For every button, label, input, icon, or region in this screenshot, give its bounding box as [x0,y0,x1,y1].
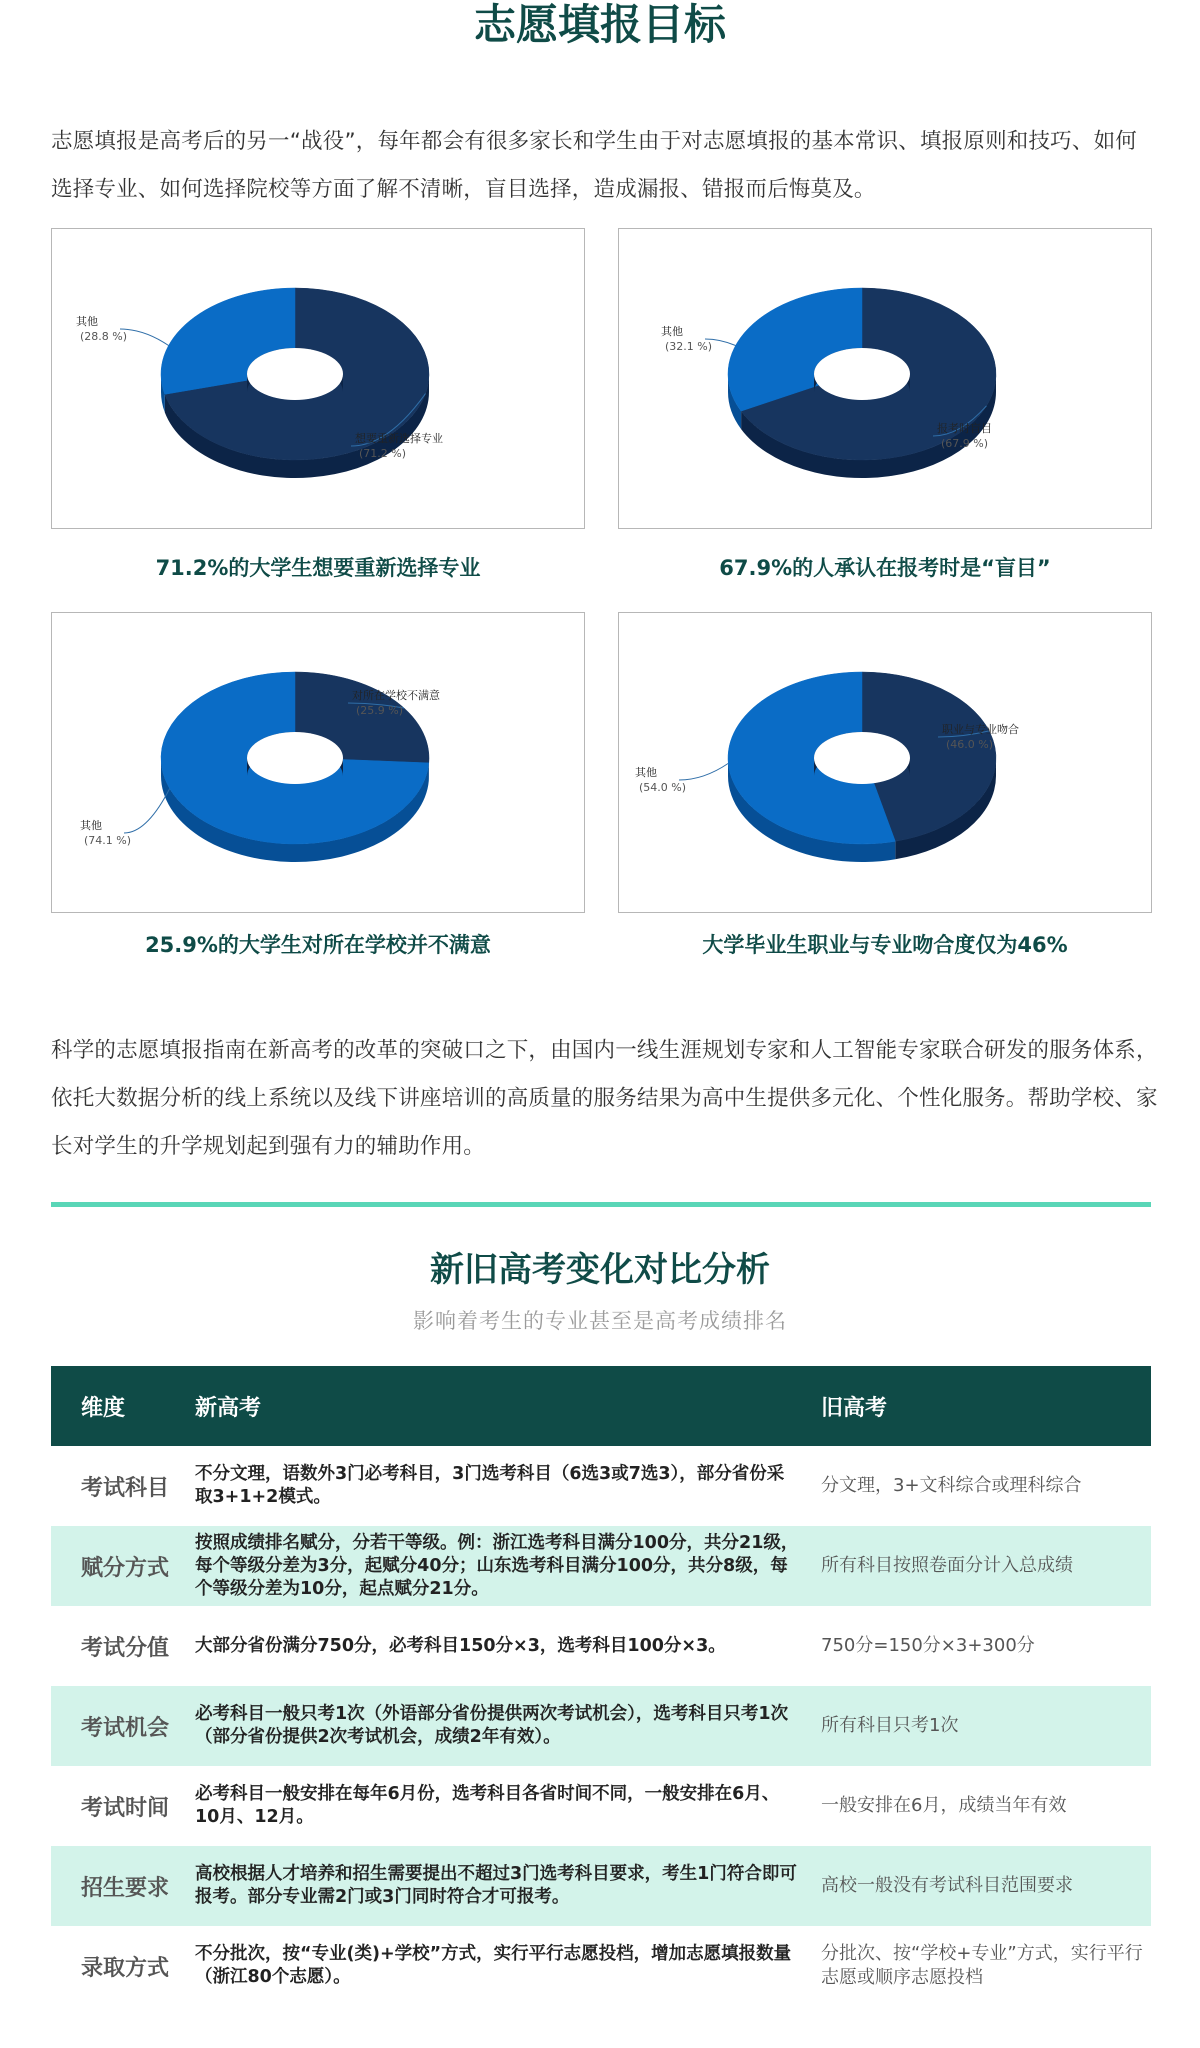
header-new-exam: 新高考 [195,1366,821,1446]
table-row [51,1766,1151,1846]
donut-chart-2 [618,228,1152,529]
donut-4-pct-2: (54.0 %) [639,781,687,794]
chart-2-caption: 67.9%的人承认在报考时是“盲目” [719,556,1051,580]
chart-4-caption: 大学毕业生职业与专业吻合度仅为46% [702,933,1068,957]
donut-chart-4-svg [619,613,1153,914]
donut-2-pct-2: (32.1 %) [665,340,713,353]
donut-4-hole [814,732,910,784]
donut-3-leader-line-2 [124,788,170,833]
chart-3-caption: 25.9%的大学生对所在学校并不满意 [145,933,491,957]
row-old: 一般安排在6月，成绩当年有效 [821,1795,1067,1816]
donut-4-pct-1: (46.0 %) [946,738,994,751]
donut-3-pct-2: (74.1 %) [84,834,132,847]
donut-2-label-1: 报考时盲目 [937,422,992,435]
row-old: 分批次、按“学校+专业”方式，实行平行志愿或顺序志愿投档 [821,1943,1143,1988]
row-dimension: 考试时间 [81,1795,170,1821]
chart-1-caption: 71.2%的大学生想要重新选择专业 [155,556,481,580]
donut-2-label-2: 其他 [661,325,683,338]
donut-3-label-2: 其他 [80,819,102,832]
table-row [51,1926,1151,2006]
donut-chart-3-svg [52,613,586,914]
section-subtitle: 影响着考生的专业甚至是高考成绩排名 [413,1309,787,1333]
service-paragraph: 科学的志愿填报指南在新高考的改革的突破口之下，由国内一线生涯规划专家和人工智能专家联合研发的服务体系，依托大数据分析的线上系统以及线下讲座培训的高质量的服务结果为高中生提供多元化、个性化服务。帮助学校、家长对学生的升学规划起到强有力的辅助作用。 [51,1038,1158,1159]
comparison-table [51,1366,1151,2006]
row-dimension: 考试分值 [81,1635,170,1661]
row-new: 按照成绩排名赋分，分若干等级。例：浙江选考科目满分100分，共分21级，每个等级分差为3分，起赋分40分；山东选考科目满分100分，共分8级，每个等级分差为10分，起点赋分21分。 [195,1526,821,1606]
donut-2-hole [814,348,910,400]
donut-3-pct-1: (25.9 %) [356,704,404,717]
donut-chart-1 [51,228,585,529]
donut-1-pct-2: (28.8 %) [80,330,128,343]
donut-chart-3 [51,612,585,913]
row-new: 不分文理，语数外3门必考科目，3门选考科目（6选3或7选3），部分省份采取3+1+2模式。 [195,1464,785,1507]
row-new: 必考科目一般只考1次（外语部分省份提供两次考试机会），选考科目只考1次（部分省份提供2次考试机会，成绩2年有效）。 [195,1686,821,1766]
page-title: 志愿填报目标 [473,0,726,49]
row-old: 所有科目只考1次 [821,1686,1151,1766]
donut-chart-1-svg [52,229,586,530]
row-new: 高校根据人才培养和招生需要提出不超过3门选考科目要求，考生1门符合即可报考。部分专业需2门或3门同时符合才可报考。 [195,1846,821,1926]
donut-1-leader-line-2 [120,329,169,346]
donut-3-label-1: 对所在学校不满意 [352,689,440,702]
donut-1-hole [247,348,343,400]
table-row [51,1446,1151,1526]
row-dimension: 赋分方式 [51,1526,195,1606]
section-divider [51,1202,1151,1207]
table-header-row [51,1366,1151,1446]
row-dimension: 招生要求 [51,1846,195,1926]
donut-3-hole [247,732,343,784]
row-old: 分文理，3+文科综合或理科综合 [821,1475,1082,1496]
table-row [51,1846,1151,1926]
section-title: 新旧高考变化对比分析 [430,1250,770,1290]
row-old: 高校一般没有考试科目范围要求 [821,1846,1151,1926]
row-old: 所有科目按照卷面分计入总成绩 [821,1526,1151,1606]
donut-1-pct-1: (71.2 %) [359,447,407,460]
donut-1-label-2: 其他 [76,315,98,328]
row-dimension: 考试机会 [51,1686,195,1766]
table-row [51,1606,1151,1686]
row-old: 750分=150分×3+300分 [821,1635,1035,1656]
donut-chart-4 [618,612,1152,913]
table-row [51,1686,1151,1766]
donut-2-pct-1: (67.9 %) [941,437,989,450]
donut-4-label-2: 其他 [635,766,657,779]
table-row [51,1526,1151,1606]
row-dimension: 录取方式 [81,1955,170,1981]
donut-chart-2-svg [619,229,1153,530]
header-old-exam: 旧高考 [821,1366,1151,1446]
row-dimension: 考试科目 [81,1475,170,1501]
donut-4-label-1: 职业与专业吻合 [942,723,1019,736]
row-new: 大部分省份满分750分，必考科目150分×3，选考科目100分×3。 [195,1635,726,1656]
row-new: 不分批次，按“专业(类)+学校”方式，实行平行志愿投档，增加志愿填报数量（浙江80个志愿）。 [195,1944,792,1987]
intro-paragraph: 志愿填报是高考后的另一“战役”，每年都会有很多家长和学生由于对志愿填报的基本常识、填报原则和技巧、如何选择专业、如何选择院校等方面了解不清晰，盲目选择，造成漏报、错报而后悔莫及。 [51,129,1137,202]
donut-1-label-1: 想要重新选择专业 [355,432,443,445]
row-new: 必考科目一般安排在每年6月份，选考科目各省时间不同，一般安排在6月、10月、12月。 [195,1784,780,1827]
header-dimension: 维度 [51,1366,195,1446]
donut-4-leader-line-2 [679,763,728,780]
